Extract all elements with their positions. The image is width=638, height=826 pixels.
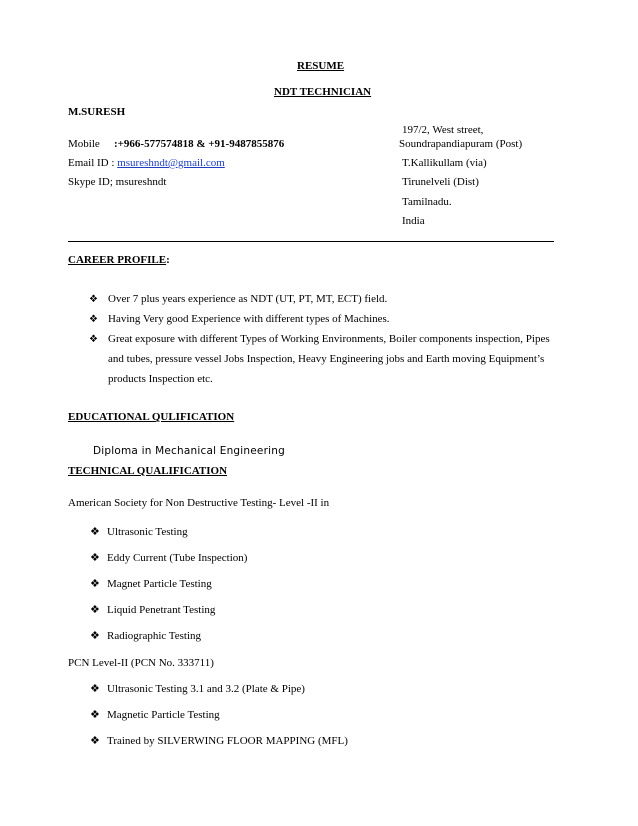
four-diamond-bullet-icon: ❖	[90, 709, 100, 721]
education-item: Diploma in Mechanical Engineering	[93, 445, 285, 457]
candidate-name: M.SURESH	[68, 106, 126, 118]
technical-heading: TECHNICAL QUALIFICATION	[68, 465, 228, 477]
asnt-item-4: Liquid Penetrant Testing	[107, 604, 216, 616]
career-item-3: Great exposure with different Types of Working Environments, Boiler components inspection, Pipes	[108, 333, 550, 345]
mobile-value: :+966-577574818 & +91-9487855876	[114, 138, 285, 150]
career-item-2: Having Very good Experience with different types of Machines.	[108, 313, 390, 325]
career-profile-heading-colon: :	[166, 254, 170, 266]
asnt-item-3: Magnet Particle Testing	[107, 578, 212, 590]
skype-line: Skype ID; msureshndt	[68, 176, 167, 188]
email-link[interactable]: msureshndt@gmail.com	[117, 157, 225, 169]
role-title: NDT TECHNICIAN	[274, 86, 372, 98]
pcn-item-3: Trained by SILVERWING FLOOR MAPPING (MFL)	[107, 735, 348, 747]
career-item-3-cont-1: and tubes, pressure vessel Jobs Inspection, Heavy Engineering jobs and Earth moving Equipment’s	[108, 353, 545, 365]
address-line-4: Tirunelveli (Dist)	[402, 176, 479, 188]
career-item-3-cont-2: products Inspection etc.	[108, 373, 213, 385]
pcn-item-1: Ultrasonic Testing 3.1 and 3.2 (Plate & Pipe)	[107, 683, 305, 695]
four-diamond-bullet-icon: ❖	[90, 735, 100, 747]
four-diamond-bullet-icon: ❖	[90, 630, 100, 642]
address-line-2: Soundrapandiapuram (Post)	[399, 138, 523, 150]
mobile-label: Mobile	[68, 138, 100, 150]
four-diamond-bullet-icon: ❖	[90, 526, 100, 538]
filled-diamond-bullet-icon: ❖	[89, 314, 98, 325]
divider-rule	[68, 241, 554, 242]
career-profile-heading	[68, 254, 170, 266]
four-diamond-bullet-icon: ❖	[90, 683, 100, 695]
email-label: Email ID :	[68, 157, 118, 169]
education-heading: EDUCATIONAL QULIFICATION	[68, 411, 235, 423]
resume-title: RESUME	[297, 60, 345, 72]
pcn-item-2: Magnetic Particle Testing	[107, 709, 220, 721]
address-line-3: T.Kallikullam (via)	[402, 157, 487, 169]
pcn-line: PCN Level-II (PCN No. 333711)	[68, 657, 214, 669]
address-line-6: India	[402, 215, 425, 227]
asnt-line: American Society for Non Destructive Testing- Level -II in	[68, 497, 330, 509]
email-line	[68, 157, 225, 169]
four-diamond-bullet-icon: ❖	[90, 552, 100, 564]
filled-diamond-bullet-icon: ❖	[89, 334, 98, 345]
address-line-5: Tamilnadu.	[402, 196, 452, 208]
address-line-1: 197/2, West street,	[402, 124, 484, 136]
asnt-item-2: Eddy Current (Tube Inspection)	[107, 552, 248, 564]
career-profile-heading-text: CAREER PROFILE	[68, 254, 167, 266]
asnt-item-1: Ultrasonic Testing	[107, 526, 188, 538]
career-item-1: Over 7 plus years experience as NDT (UT, PT, MT, ECT) field.	[108, 293, 388, 305]
four-diamond-bullet-icon: ❖	[90, 578, 100, 590]
four-diamond-bullet-icon: ❖	[90, 604, 100, 616]
filled-diamond-bullet-icon: ❖	[89, 294, 98, 305]
asnt-item-5: Radiographic Testing	[107, 630, 202, 642]
